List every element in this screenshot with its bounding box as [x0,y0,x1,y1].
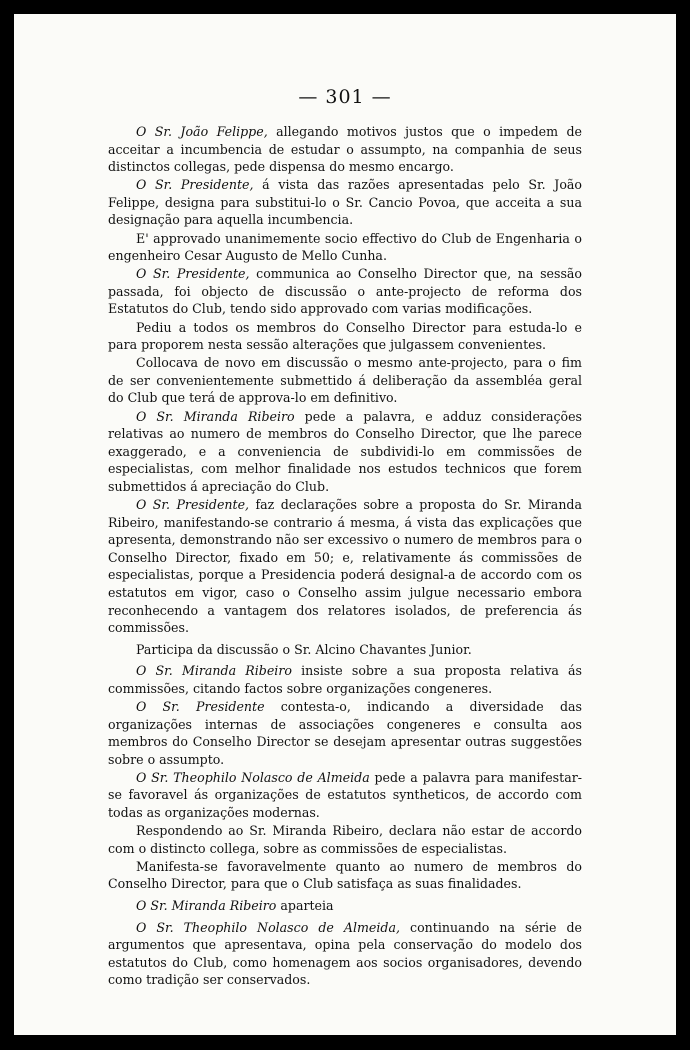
paragraph [108,230,582,265]
speaker-name: O Sr. João Felippe, [136,124,268,139]
paragraph [108,265,582,318]
speaker-name: O Sr. Miranda Ribeiro [136,663,292,679]
paragraph-text: contesta-o, indicando a diversidade das organizações internas de associações congeneres e consulta aos membros do Conselho Director se desejam apresentar outras suggestões sobre o assumpto. [108,699,582,767]
speaker-name: O Sr. Presidente, [136,266,250,282]
paragraph-text: pede a palavra para manifestar-se favoravel ás organizações de estatutos syntheticos, de accordo com todas as organizações modernas. [108,769,582,821]
speaker-name: O Sr. Miranda Ribeiro [136,898,277,914]
paragraph-text: aparteia [276,898,334,914]
paragraph-text: pede a palavra, e adduz considerações relativas ao numero de membros do Conselho Director, que lhe parece exaggerado, e a conveniencia de subdividi-lo em commissões de especialistas, com melhor finalidade nos estudos technicos que forem submettidos á apreciação do Club. [108,408,582,494]
paragraph-text: á vista das razões apresentadas pelo Sr. João Felippe, designa para substitui-lo o Sr. Cancio Povoa, que acceita a sua designação para aquella incumbencia. [108,177,583,228]
paragraph [108,319,582,354]
paragraph-text: Manifesta-se favoravelmente quanto ao numero de membros do Conselho Director, para que o Club satisfaça as suas finalidades. [108,858,582,892]
paragraph-text: Respondendo ao Sr. Miranda Ribeiro, declara não estar de accordo com o distincto collega, sobre as commissões de especialistas. [108,823,582,856]
paragraph-text: Participa da discussão o Sr. Alcino Chavantes Junior. [136,641,472,657]
paragraph-text: Collocava de novo em discussão o mesmo ante-projecto, para o fim de ser convenientemente submettido á deliberação da assembléa geral do Club que terá de approva-lo em definitivo. [108,355,582,406]
paragraph [108,698,582,768]
paragraph [108,858,582,893]
paragraph-text: E' approvado unanimemente socio effectivo do Club de Engenharia o engenheiro Cesar Augusto de Mello Cunha. [108,230,582,264]
paragraph [108,408,582,496]
speaker-name: O Sr. Theophilo Nolasco de Almeida, [136,919,400,935]
paragraph [108,354,582,407]
speaker-name: O Sr. Miranda Ribeiro [136,408,295,424]
paragraph [108,641,582,659]
paragraph-text: Pediu a todos os membros do Conselho Director para estuda-lo e para proporem nesta sessão alterações que julgassem convenientes. [108,319,582,353]
paragraph [108,662,582,697]
paragraph [108,496,582,637]
paragraph-text: communica ao Conselho Director que, na sessão passada, foi objecto de discussão o ante-projecto de reforma dos Estatutos do Club, tendo sido approvado com varias modificações. [108,266,582,317]
speaker-name: O Sr. Presidente [136,699,265,714]
paragraph-text: faz declarações sobre a proposta do Sr. Miranda Ribeiro, manifestando-se contrario á mesma, á vista das explicações que apresenta, demonstrando não ser excessivo o numero de membros para o Conselho Director, fixado em 50; e, relativamente ás commissões de especialistas, porque a Presidencia poderá designal-a de accordo com os estatutos em vigor, caso o Conselho assim julgue necessario embora reconhecendo a vantagem dos relatores isolados, de preferencia ás commissões. [108,496,582,636]
paragraph [108,176,582,229]
paragraph [108,123,582,176]
document-page [14,14,676,1035]
paragraph-text: continuando na série de argumentos que apresentava, opina pela conservação do modelo dos estatutos do Club, como homenagem aos socios organisadores, devendo como tradição ser conservados. [108,919,582,988]
speaker-name: O Sr. Presidente, [136,177,254,193]
paragraph [108,897,582,915]
page-number: — 301 — [298,86,392,108]
speaker-name: O Sr. Theophilo Nolasco de Almeida [136,769,370,785]
paragraph [108,822,582,857]
paragraph-text: insiste sobre a sua proposta relativa ás commissões, citando factos sobre organizações congeneres. [108,663,582,696]
paragraph-text: allegando motivos justos que o impedem de acceitar a incumbencia de estudar o assumpto, na companhia de seus distinctos collegas, pede dispensa do mesmo encargo. [108,124,582,175]
speaker-name: O Sr. Presidente, [136,496,250,512]
minutes-body [108,123,582,990]
paragraph [108,769,582,822]
paragraph [108,919,582,989]
